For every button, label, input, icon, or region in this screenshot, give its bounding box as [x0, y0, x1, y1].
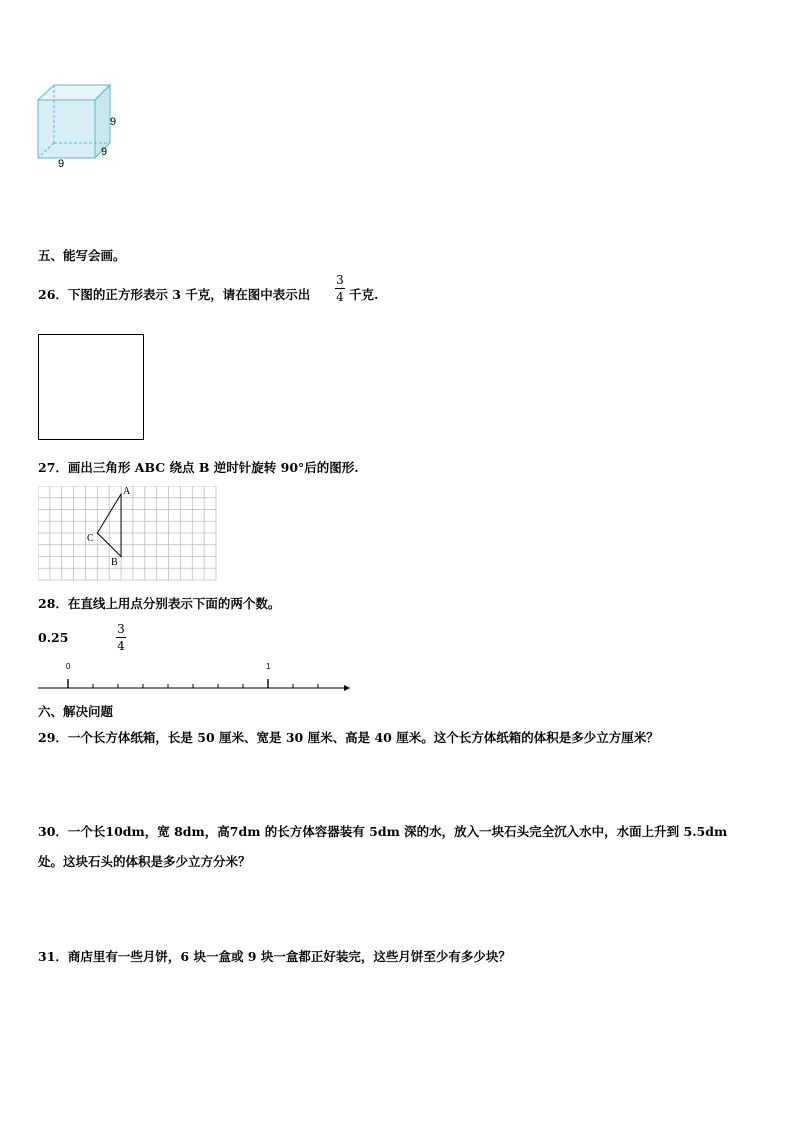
cube-height-label: 9	[110, 116, 117, 128]
question-30-line1: 30．一个长10dm，宽 8dm，高7dm 的长方体容器装有 5dm 深的水，放入一块石头完全沉入水中，水面上升到 5.5dm	[38, 824, 728, 839]
cube-width-label: 9	[58, 158, 65, 170]
point-c-label: C	[87, 533, 94, 544]
section-5-title: 五、能写会画。	[38, 248, 126, 263]
question-26	[38, 285, 310, 303]
point-a-label: A	[123, 486, 131, 497]
question-30-line2: 处。这块石头的体积是多少立方分米？	[38, 854, 251, 869]
q26-fraction	[335, 273, 345, 304]
q28-fraction	[116, 622, 126, 653]
q26-text: 26．下图的正方形表示 3 千克，请在图中表示出	[38, 287, 311, 302]
question-31: 31．商店里有一些月饼，6 块一盒或 9 块一盒都正好装完，这些月饼至少有多少块？	[38, 949, 511, 964]
q28-frac-num: 3	[117, 622, 125, 636]
tick-label-1: 1	[266, 662, 271, 671]
tick-label-0: 0	[66, 662, 71, 671]
cube-front-face	[38, 100, 95, 158]
number-line-arrow	[344, 685, 350, 691]
q26-frac-den: 4	[336, 290, 344, 304]
question-29: 29．一个长方体纸箱，长是 50 厘米、宽是 30 厘米、高是 40 厘米。这个长方体纸箱的体积是多少立方厘米？	[38, 730, 659, 745]
cube-depth-label: 9	[101, 146, 108, 158]
question-27: 27．画出三角形 ABC 绕点 B 逆时针旋转 90°后的图形.	[38, 460, 359, 475]
q27-grid	[38, 486, 218, 581]
q28-frac-den: 4	[117, 639, 125, 653]
number-line	[36, 676, 354, 696]
q26-square	[38, 334, 144, 440]
q28-value-decimal: 0.25	[38, 630, 69, 645]
q26-frac-num: 3	[336, 273, 344, 287]
q26-unit: 千克.	[349, 287, 379, 302]
section-6-title: 六、解决问题	[38, 704, 114, 719]
point-b-label: B	[111, 557, 118, 568]
question-28: 28．在直线上用点分别表示下面的两个数。	[38, 596, 281, 611]
grid-lines	[38, 486, 216, 580]
